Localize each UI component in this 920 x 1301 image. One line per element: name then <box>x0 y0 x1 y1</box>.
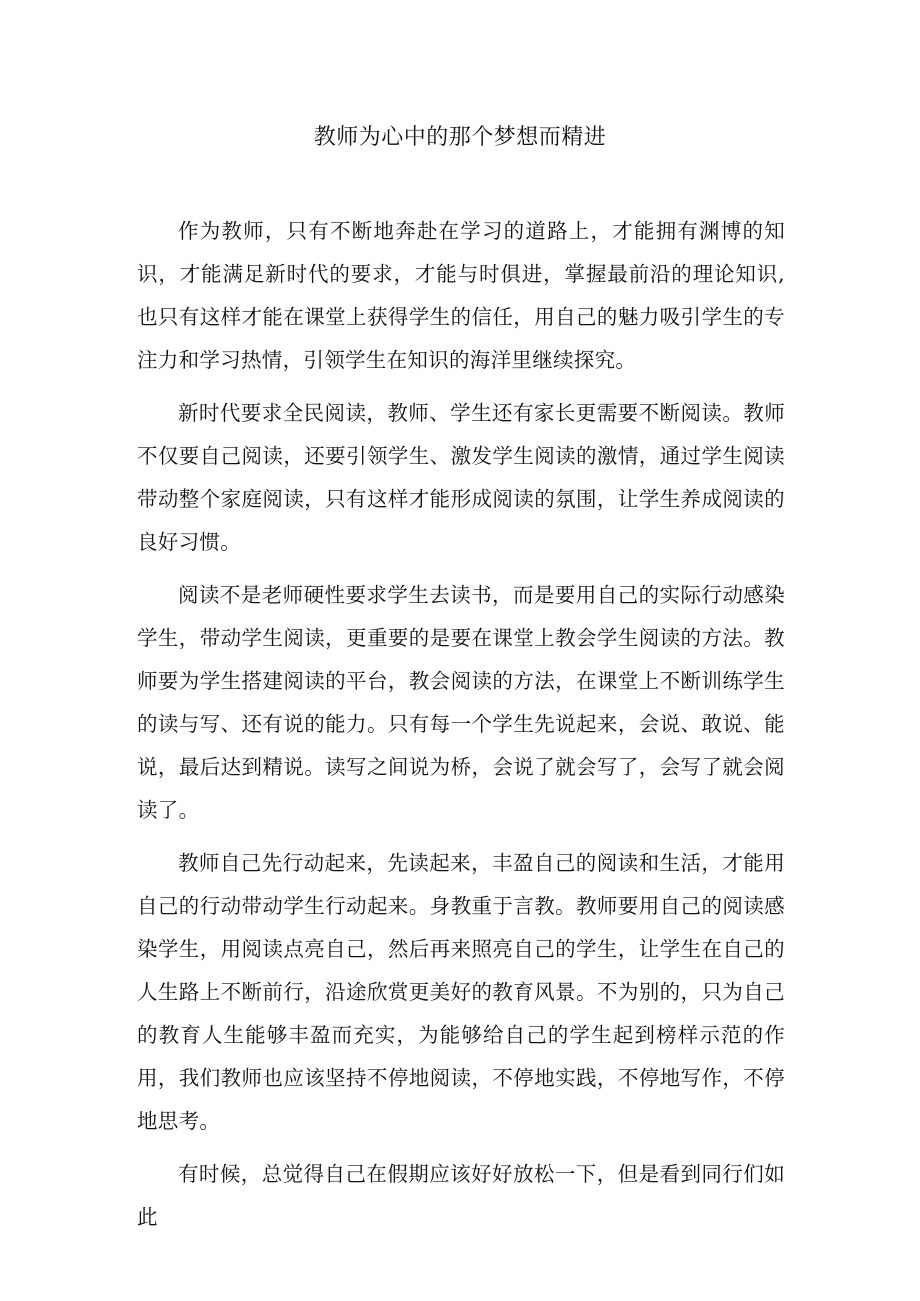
paragraph-2: 新时代要求全民阅读，教师、学生还有家长更需要不断阅读。教师不仅要自己阅读，还要引领学生、激发学生阅读的激情，通过学生阅读带动整个家庭阅读，只有这样才能形成阅读的氛围，让学生养成阅读的良好习惯。 <box>137 401 785 554</box>
paragraph-1: 作为教师，只有不断地奔赴在学习的道路上，才能拥有渊博的知识，才能满足新时代的要求，才能与时俱进，掌握最前沿的理论知识,也只有这样才能在课堂上获得学生的信任，用自己的魅力吸引学生的专注力和学习热情，引领学生在知识的海洋里继续探究。 <box>137 219 785 372</box>
document-title: 教师为心中的那个梦想而精进 <box>313 125 607 150</box>
document-body <box>137 210 785 1249</box>
paragraph-3: 阅读不是老师硬性要求学生去读书，而是要用自己的实际行动感染学生，带动学生阅读，更重要的是要在课堂上教会学生阅读的方法。教师要为学生搭建阅读的平台，教会阅读的方法，在课堂上不断训练学生的读与写、还有说的能力。只有每一个学生先说起来，会说、敢说、能说，最后达到精说。读写之间说为桥，会说了就会写了，会写了就会阅读了。 <box>137 583 785 822</box>
paragraph-5: 有时候，总觉得自己在假期应该好好放松一下，但是看到同行们如此 <box>137 1162 785 1229</box>
paragraph-4: 教师自己先行动起来，先读起来，丰盈自己的阅读和生活，才能用自己的行动带动学生行动起来。身教重于言教。教师要用自己的阅读感染学生，用阅读点亮自己，然后再来照亮自己的学生，让学生在自己的人生路上不断前行，沿途欣赏更美好的教育风景。不为别的，只为自己的教育人生能够丰盈而充实，为能够给自己的学生起到榜样示范的作用，我们教师也应该坚持不停地阅读，不停地实践，不停地写作，不停地思考。 <box>137 851 785 1133</box>
